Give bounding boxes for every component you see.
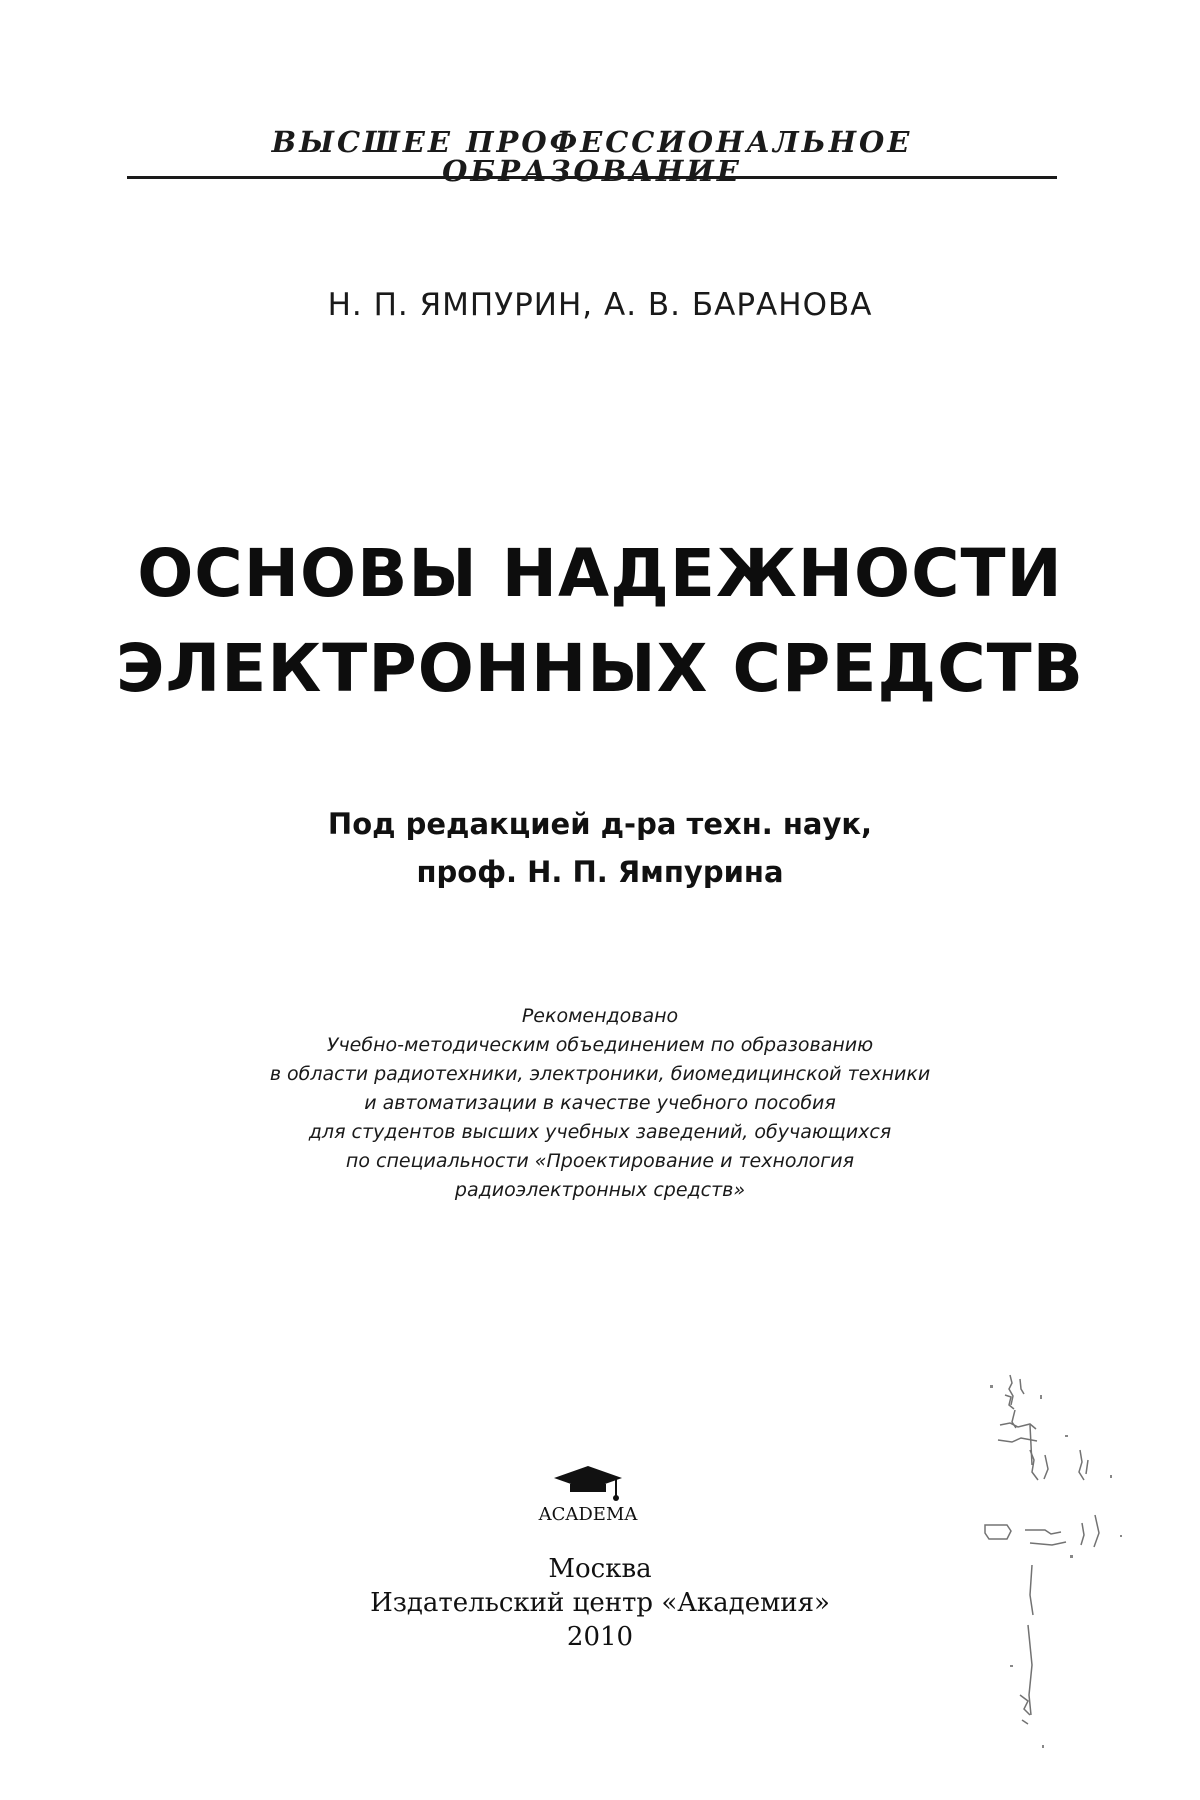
recommendation-line: радиоэлектронных средств» xyxy=(454,1179,746,1201)
graduation-cap-icon xyxy=(552,1462,624,1506)
recommendation-note xyxy=(0,1002,1200,1205)
imprint-year: 2010 xyxy=(566,1622,634,1652)
imprint-publisher: Издательский центр «Академия» xyxy=(370,1588,830,1618)
publisher-logo-text: ACADEMA xyxy=(538,1504,638,1525)
recommendation-line: Рекомендовано xyxy=(521,1005,679,1027)
imprint-city: Москва xyxy=(548,1554,652,1584)
editor-credit xyxy=(0,800,1200,896)
book-title-line-2: ЭЛЕКТРОННЫХ СРЕДСТВ xyxy=(116,630,1084,707)
authors: Н. П. ЯМПУРИН, А. В. БАРАНОВА xyxy=(327,287,873,323)
recommendation-line: по специальности «Проектирование и технология xyxy=(345,1150,855,1172)
series-heading: ВЫСШЕЕ ПРОФЕССИОНАЛЬНОЕ ОБРАЗОВАНИЕ xyxy=(271,125,913,188)
editor-credit-line-1: Под редакцией д-ра техн. наук, xyxy=(327,807,873,841)
book-title xyxy=(0,526,1200,716)
scan-artifact xyxy=(970,1365,1150,1765)
book-title-line-1: ОСНОВЫ НАДЕЖНОСТИ xyxy=(137,535,1063,612)
series-underline xyxy=(127,176,1057,179)
publisher-logo xyxy=(518,1462,658,1532)
recommendation-line: и автоматизации в качестве учебного пособия xyxy=(364,1092,836,1114)
recommendation-line: для студентов высших учебных заведений, обучающихся xyxy=(308,1121,892,1143)
recommendation-line: Учебно-методическим объединением по образованию xyxy=(326,1034,874,1056)
editor-credit-line-2: проф. Н. П. Ямпурина xyxy=(416,855,784,889)
recommendation-line: в области радиотехники, электроники, биомедицинской техники xyxy=(269,1063,931,1085)
